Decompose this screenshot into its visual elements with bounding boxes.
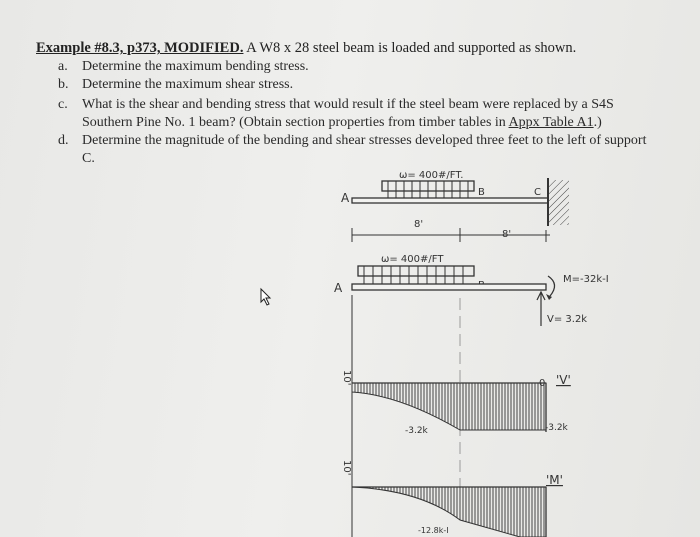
problem-intro: A W8 x 28 steel beam is loaded and supported as shown. — [243, 40, 577, 56]
moment-diagram — [341, 460, 563, 537]
question-marker: b. — [58, 77, 69, 92]
shear-diagram-title: 'V' — [556, 373, 571, 387]
question-text: What is the shear and bending stress that would result if the steel beam were replaced by a S4S Southern Pine No. 1 beam? (Obtain section properties from timber tables in — [82, 97, 614, 130]
point-c-label: C — [534, 187, 541, 198]
shear-right-value: -3.2k — [545, 423, 568, 433]
question-text: Determine the maximum shear stress. — [82, 77, 294, 92]
distributed-load-label: ω= 400#/FT. — [399, 170, 464, 181]
appendix-link[interactable]: Appx Table A1 — [508, 115, 594, 130]
question-marker: a. — [58, 59, 68, 74]
question-marker: c. — [58, 97, 68, 112]
dimension-left: 8' — [414, 219, 424, 230]
mouse-pointer-icon — [261, 289, 270, 305]
dimension-right: 8' — [502, 229, 512, 240]
shear-axis-label: 10' — [341, 370, 352, 386]
shear-diagram — [341, 370, 571, 436]
shear-zero-label: 0 — [539, 378, 546, 389]
moment-reaction-label: M=-32k-I — [563, 274, 609, 285]
example-label: Example #8.3, p373, MODIFIED. — [36, 40, 244, 56]
moment-diagram-title: 'M' — [546, 473, 563, 487]
question-text: Determine the maximum bending stress. — [82, 59, 309, 74]
point-a-label: A — [341, 191, 350, 205]
moment-axis-label: 10' — [341, 460, 352, 476]
moment-bottom-value: -12.8k-I — [418, 526, 449, 535]
loaded-beam — [341, 170, 569, 242]
fbd-load-label: ω= 400#/FT — [381, 254, 444, 265]
question-text-end: .) — [593, 115, 602, 130]
question-text: Determine the magnitude of the bending and shear stresses developed three feet to the left of support C. — [82, 133, 647, 166]
shear-reaction-label: V= 3.2k — [547, 314, 588, 325]
fbd-a-label: A — [334, 281, 343, 295]
shear-left-value: -3.2k — [405, 426, 428, 436]
question-marker: d. — [58, 133, 69, 148]
point-b-label: B — [478, 187, 485, 198]
